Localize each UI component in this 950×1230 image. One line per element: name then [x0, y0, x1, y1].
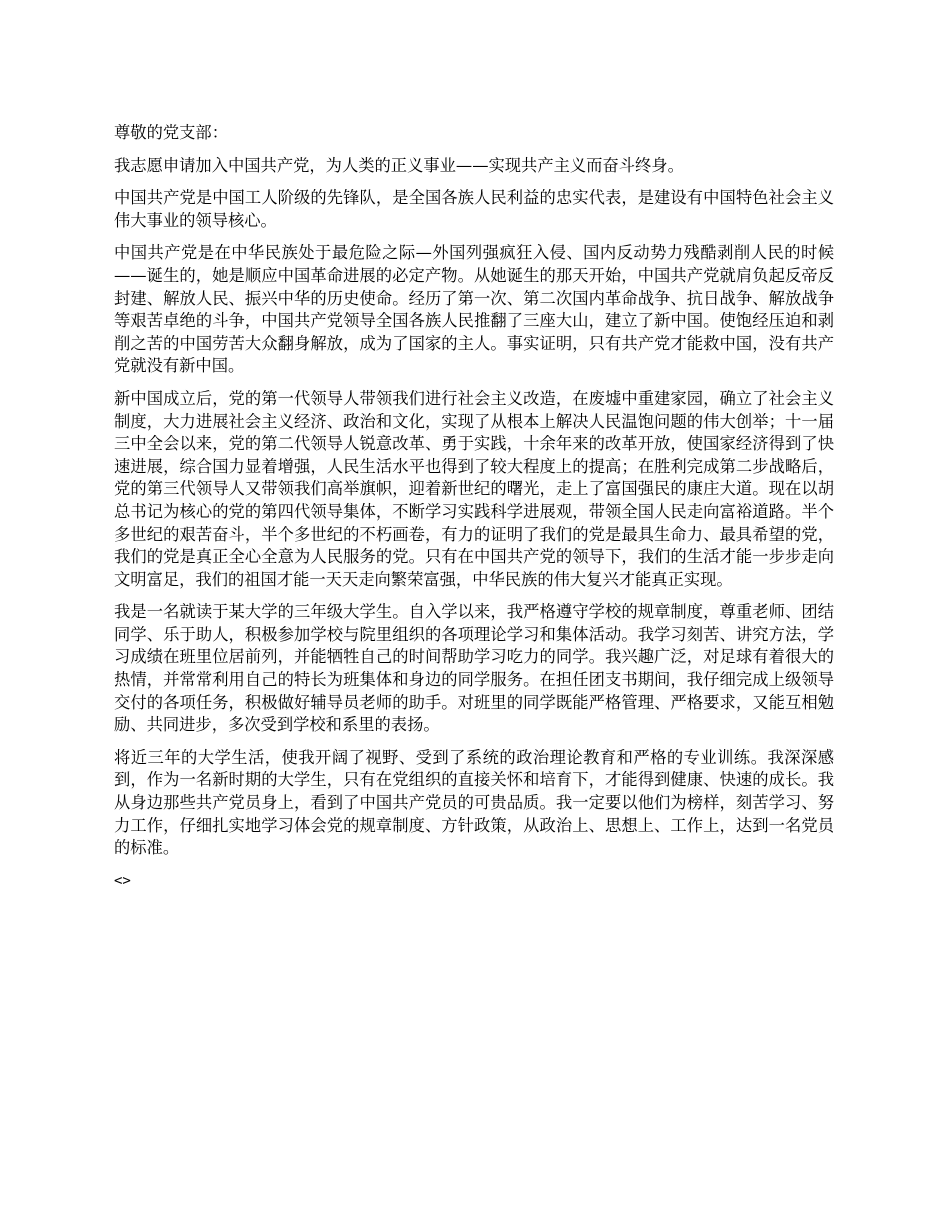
letter-body — [114, 122, 834, 892]
paragraph-1: 我志愿申请加入中国共产党，为人类的正义事业——实现共产主义而奋斗终身。 — [114, 155, 684, 175]
end-mark: <> — [114, 872, 131, 889]
paragraph-6: 将近三年的大学生活，使我开阔了视野、受到了系统的政治理论教育和严格的专业训练。我深深感到，作为一名新时期的大学生，只有在党组织的直接关怀和培育下，才能得到健康、快速的成长。我从身边那些共产党员身上，看到了中国共产党员的可贵品质。我一定要以他们为榜样，刻苦学习、努力工作，仔细扎实地学习体会党的规章制度、方针政策，从政治上、思想上、工作上，达到一名党员的标准。 — [114, 747, 834, 858]
paragraph-2: 中国共产党是中国工人阶级的先锋队，是全国各族人民利益的忠实代表，是建设有中国特色社会主义伟大事业的领导核心。 — [114, 188, 834, 230]
salutation: 尊敬的党支部： — [114, 123, 228, 142]
paragraph-5: 我是一名就读于某大学的三年级大学生。自入学以来，我严格遵守学校的规章制度，尊重老师、团结同学、乐于助人，积极参加学校与院里组织的各项理论学习和集体活动。我学习刻苦、讲究方法，学习成绩在班里位居前列，并能牺牲自己的时间帮助学习吃力的同学。我兴趣广泛，对足球有着很大的热情，并常常利用自己的特长为班集体和身边的同学服务。在担任团支书期间，我仔细完成上级领导交付的各项任务，积极做好辅导员老师的助手。对班里的同学既能严格管理、严格要求，又能互相勉励、共同进步，多次受到学校和系里的表扬。 — [114, 602, 834, 735]
paragraph-4: 新中国成立后，党的第一代领导人带领我们进行社会主义改造，在废墟中重建家园，确立了社会主义制度，大力进展社会主义经济、政治和文化，实现了从根本上解决人民温饱问题的伟大创举；十一届三中全会以来，党的第二代领导人锐意改革、勇于实践，十余年来的改革开放，使国家经济得到了快速进展，综合国力显着增强，人民生活水平也得到了较大程度上的提高；在胜利完成第二步战略后，党的第三代领导人又带领我们高举旗帜，迎着新世纪的曙光，走上了富国强民的康庄大道。现在以胡总书记为核心的党的第四代领导集体，不断学习实践科学进展观，带领全国人民走向富裕道路。半个多世纪的艰苦奋斗，半个多世纪的不朽画卷，有力的证明了我们的党是最具生命力、最具希望的党，我们的党是真正全心全意为人民服务的党。只有在中国共产党的领导下，我们的生活才能一步步走向文明富足，我们的祖国才能一天天走向繁荣富强，中华民族的伟大复兴才能真正实现。 — [114, 388, 834, 589]
paragraph-3: 中国共产党是在中华民族处于最危险之际—外国列强疯狂入侵、国内反动势力残酷剥削人民的时候——诞生的，她是顺应中国革命进展的必定产物。从她诞生的那天开始，中国共产党就肩负起反帝反封建、解放人民、振兴中华的历史使命。经历了第一次、第二次国内革命战争、抗日战争、解放战争等艰苦卓绝的斗争，中国共产党领导全国各族人民推翻了三座大山，建立了新中国。使饱经压迫和剥削之苦的中国劳苦大众翻身解放，成为了国家的主人。事实证明，只有共产党才能救中国，没有共产党就没有新中国。 — [114, 243, 834, 376]
